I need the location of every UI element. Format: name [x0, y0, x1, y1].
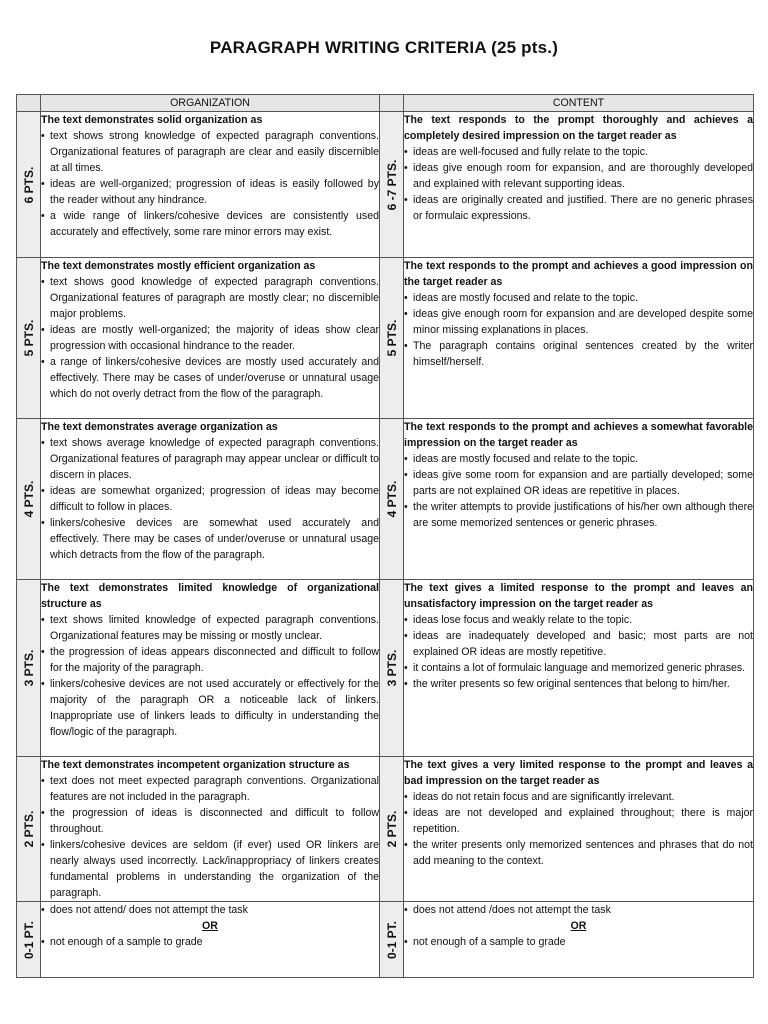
- criteria-row: [17, 580, 754, 757]
- criteria-lead: The text responds to the prompt thoroughly and achieves a completely desired impression on the target reader as: [404, 114, 753, 142]
- content-points-cell: [380, 112, 404, 258]
- criteria-item: • ideas are well-organized; progression of ideas is easily followed by the reader without any hindrance.: [41, 176, 379, 208]
- content-points-cell: [380, 580, 404, 757]
- criteria-lead: The text demonstrates mostly efficient organization as: [41, 260, 316, 272]
- points-label: 4 PTS.: [21, 480, 36, 518]
- points-label: 6 PTS.: [21, 166, 36, 203]
- org-points-cell: [17, 112, 41, 258]
- points-label: 6 -7 PTS.: [384, 159, 399, 210]
- criteria-item: • the progression of ideas appears disconnected and difficult to follow for the majority of the paragraph.: [41, 644, 379, 676]
- points-label: 0-1 PT.: [21, 920, 36, 959]
- content-header: CONTENT: [404, 95, 754, 112]
- criteria-item: • ideas are somewhat organized; progression of ideas may become difficult to follow in places.: [41, 483, 379, 515]
- organization-cell: [41, 112, 380, 258]
- content-cell: [404, 258, 754, 419]
- criteria-item: • text does not meet expected paragraph conventions. Organizational features are not included in the paragraph.: [41, 773, 379, 805]
- points-label: 0-1 PT.: [384, 920, 399, 959]
- criteria-item: • it contains a lot of formulaic language and memorized generic phrases.: [404, 660, 753, 676]
- content-points-cell: [380, 258, 404, 419]
- criteria-lead: The text demonstrates solid organization as: [41, 114, 263, 126]
- or-separator: OR: [202, 920, 218, 932]
- points-label: 5 PTS.: [21, 319, 36, 357]
- org-points-cell: [17, 580, 41, 757]
- criteria-item: • a wide range of linkers/cohesive devices are consistently used accurately and effectively, some rare minor errors may exist.: [41, 208, 379, 240]
- organization-cell: [41, 757, 380, 902]
- criteria-item: • ideas are not developed and explained throughout; there is major repetition.: [404, 805, 753, 837]
- criteria-item: • the writer presents so few original sentences that belong to him/her.: [404, 676, 753, 692]
- points-label: 3 PTS.: [384, 649, 399, 687]
- content-points-cell: [380, 757, 404, 902]
- criteria-item: • ideas give some room for expansion and are partially developed; some parts are not explained OR ideas are repetitive in places.: [404, 467, 753, 499]
- criteria-item: • text shows strong knowledge of expected paragraph conventions. Organizational features of paragraph are clear and easily discernible at all times.: [41, 128, 379, 176]
- criteria-item: • the writer attempts to provide justifications of his/her own although there are some memorized sentences or generic phrases.: [404, 499, 753, 531]
- points-label: 5 PTS.: [384, 319, 399, 357]
- criteria-row: [17, 419, 754, 580]
- criteria-item: • does not attend/ does not attempt the task: [41, 902, 379, 918]
- points-label: 3 PTS.: [21, 649, 36, 687]
- criteria-lead: The text responds to the prompt and achieves a somewhat favorable impression on the target reader as: [404, 421, 753, 449]
- points-label: 4 PTS.: [384, 480, 399, 518]
- criteria-item: • text shows good knowledge of expected paragraph conventions. Organizational features of paragraph are mostly clear; no discernible major problems.: [41, 274, 379, 322]
- criteria-item: • the progression of ideas is disconnected and difficult to follow throughout.: [41, 805, 379, 837]
- organization-header: ORGANIZATION: [41, 95, 380, 112]
- criteria-item: • ideas lose focus and weakly relate to the topic.: [404, 612, 753, 628]
- org-points-cell: [17, 757, 41, 902]
- content-cell: [404, 757, 754, 902]
- criteria-item: • linkers/cohesive devices are not used accurately or effectively for the majority of the paragraph OR a noticeable lack of linkers. Inappropriate use of linkers leads to difficulty in understanding the flow/logic of the paragraph.: [41, 676, 379, 740]
- page-title: PARAGRAPH WRITING CRITERIA (25 pts.): [209, 38, 559, 57]
- organization-cell: [41, 419, 380, 580]
- criteria-item: • ideas give enough room for expansion, and are thoroughly developed and explained with relevant supporting ideas.: [404, 160, 753, 192]
- criteria-item: • the writer presents only memorized sentences and phrases that do not add meaning to the context.: [404, 837, 753, 869]
- criteria-row: [17, 902, 754, 978]
- criteria-table: [16, 94, 754, 978]
- criteria-item: • does not attend /does not attempt the task: [404, 902, 753, 918]
- organization-cell: [41, 258, 380, 419]
- criteria-item: • not enough of a sample to grade: [404, 934, 753, 950]
- criteria-lead: The text demonstrates limited knowledge of organizational structure as: [41, 582, 379, 610]
- criteria-lead: The text gives a limited response to the prompt and leaves an unsatisfactory impression on the target reader as: [404, 582, 753, 610]
- criteria-item: • ideas are well-focused and fully relate to the topic.: [404, 144, 753, 160]
- criteria-lead: The text gives a very limited response to the prompt and leaves a bad impression on the target reader as: [404, 759, 753, 787]
- criteria-item: • linkers/cohesive devices are somewhat used accurately and effectively. There may be cases of under/overuse or unnatural usage which detracts from the flow of the paragraph.: [41, 515, 379, 563]
- content-cell: [404, 902, 754, 978]
- criteria-lead: The text responds to the prompt and achieves a good impression on the target reader as: [404, 260, 753, 288]
- criteria-lead: The text demonstrates incompetent organization structure as: [41, 759, 350, 771]
- criteria-item: • ideas are originally created and justified. There are no generic phrases or formulaic expressions.: [404, 192, 753, 224]
- content-points-cell: [380, 419, 404, 580]
- or-separator: OR: [570, 920, 587, 932]
- content-cell: [404, 112, 754, 258]
- content-cell: [404, 580, 754, 757]
- criteria-lead: The text demonstrates average organization as: [41, 421, 278, 433]
- criteria-item: • text shows average knowledge of expected paragraph conventions. Organizational features of paragraph may appear unclear or difficult to discern in places.: [41, 435, 379, 483]
- criteria-item: • not enough of a sample to grade: [41, 934, 379, 950]
- criteria-row: [17, 112, 754, 258]
- header-blank: [17, 95, 41, 112]
- organization-cell: [41, 580, 380, 757]
- criteria-item: • The paragraph contains original sentences created by the writer himself/herself.: [404, 338, 753, 370]
- criteria-item: • a range of linkers/cohesive devices are mostly used accurately and effectively. There may be cases of under/overuse or unnatural usage which do not overly detract from the flow of the paragraph.: [41, 354, 379, 402]
- content-points-cell: [380, 902, 404, 978]
- criteria-item: • ideas do not retain focus and are significantly irrelevant.: [404, 789, 753, 805]
- org-points-cell: [17, 258, 41, 419]
- content-cell: [404, 419, 754, 580]
- criteria-item: • ideas are mostly focused and relate to the topic.: [404, 451, 753, 467]
- criteria-row: [17, 258, 754, 419]
- criteria-item: • text shows limited knowledge of expected paragraph conventions. Organizational features may be missing or mostly unclear.: [41, 612, 379, 644]
- org-points-cell: [17, 902, 41, 978]
- criteria-row: [17, 757, 754, 902]
- criteria-item: • ideas give enough room for expansion and are developed despite some minor missing explanations in places.: [404, 306, 753, 338]
- org-points-cell: [17, 419, 41, 580]
- criteria-item: • ideas are mostly well-organized; the majority of ideas show clear progression with occasional hindrance to the reader.: [41, 322, 379, 354]
- header-blank: [380, 95, 404, 112]
- points-label: 2 PTS.: [384, 810, 399, 848]
- criteria-item: • linkers/cohesive devices are seldom (if ever) used OR linkers are nearly always used incorrectly. Lack/inappropriacy of linkers creates fundamental problems in understanding the organization of the paragraph.: [41, 837, 379, 901]
- organization-cell: [41, 902, 380, 978]
- points-label: 2 PTS.: [21, 810, 36, 848]
- criteria-item: • ideas are mostly focused and relate to the topic.: [404, 290, 753, 306]
- header-row: [17, 95, 754, 112]
- criteria-item: • ideas are inadequately developed and basic; most parts are not explained OR ideas are mostly repetitive.: [404, 628, 753, 660]
